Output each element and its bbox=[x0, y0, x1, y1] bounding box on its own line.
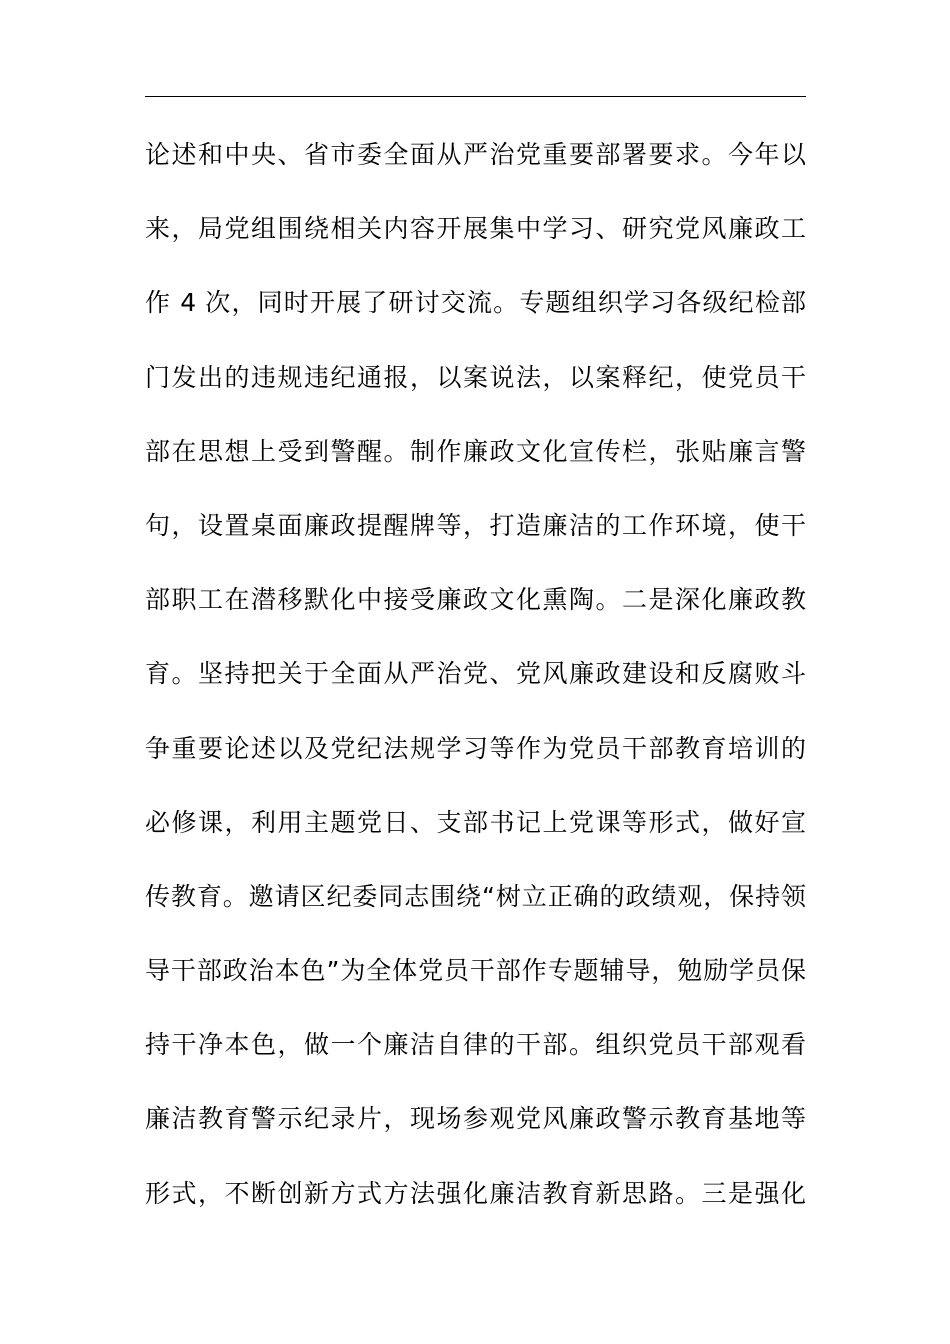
text-line: 部在思想上受到警醒。制作廉政文化宣传栏，张贴廉言警 bbox=[145, 436, 806, 466]
text-line: 导干部政治本色”为全体党员干部作专题辅导，勉励学员保 bbox=[145, 956, 806, 986]
text-line: 论述和中央、省市委全面从严治党重要部署要求。今年以 bbox=[145, 140, 806, 169]
text-line: 持干净本色，做一个廉洁自律的干部。组织党员干部观看 bbox=[145, 1030, 806, 1060]
text-line: 廉洁教育警示纪录片，现场参观党风廉政警示教育基地等 bbox=[145, 1104, 806, 1134]
text-line: 句，设置桌面廉政提醒牌等，打造廉洁的工作环境，使干 bbox=[145, 510, 806, 540]
text-line: 门发出的违规违纪通报，以案说法，以案释纪，使党员干 bbox=[145, 362, 806, 392]
text-line: 争重要论述以及党纪法规学习等作为党员干部教育培训的 bbox=[145, 733, 806, 763]
text-line: 形式，不断创新方式方法强化廉洁教育新思路。三是强化 bbox=[145, 1178, 806, 1208]
text-line: 必修课，利用主题党日、支部书记上党课等形式，做好宣 bbox=[145, 807, 806, 837]
body-paragraph bbox=[145, 118, 806, 1231]
text-line: 育。坚持把关于全面从严治党、党风廉政建设和反腐败斗 bbox=[145, 659, 806, 689]
text-line: 作 4 次，同时开展了研讨交流。专题组织学习各级纪检部 bbox=[145, 288, 806, 318]
header-rule bbox=[145, 96, 806, 97]
text-line: 传教育。邀请区纪委同志围绕“树立正确的政绩观，保持领 bbox=[145, 881, 806, 911]
text-line: 部职工在潜移默化中接受廉政文化熏陶。二是深化廉政教 bbox=[145, 585, 806, 615]
text-line: 来，局党组围绕相关内容开展集中学习、研究党风廉政工 bbox=[145, 214, 806, 244]
